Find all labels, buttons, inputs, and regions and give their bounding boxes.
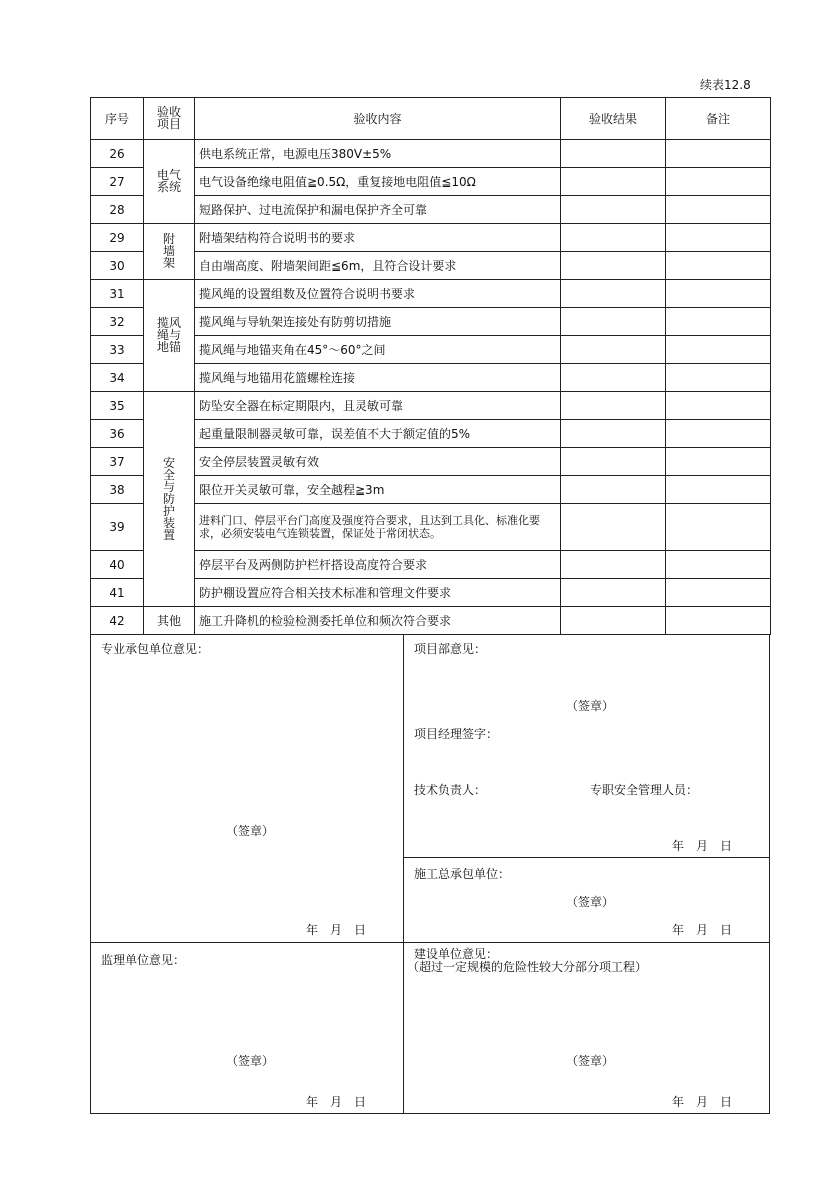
- row-no: 32: [91, 308, 144, 336]
- group-electric: 电气系统: [144, 140, 195, 224]
- group-safety: 安全与防护装置: [144, 392, 195, 607]
- row-no: 28: [91, 196, 144, 224]
- row-no: 39: [91, 504, 144, 551]
- note-cell[interactable]: [666, 476, 771, 504]
- note-cell[interactable]: [666, 579, 771, 607]
- continued-table-label: 续表12.8: [700, 78, 751, 92]
- row-content: 安全停层装置灵敏有效: [195, 448, 561, 476]
- group-wind: 揽风绳与地锚: [144, 280, 195, 392]
- safety-officer-label: 专职安全管理人员：: [590, 783, 699, 797]
- header-no: 序号: [91, 98, 144, 140]
- signoff-border-bottom: [90, 1113, 770, 1114]
- supervisor-stamp: （签章）: [226, 1054, 275, 1068]
- supervisor-date: 年 月 日: [306, 1095, 367, 1109]
- row-content: 短路保护、过电流保护和漏电保护齐全可靠: [195, 196, 561, 224]
- table-row: [91, 607, 771, 635]
- note-cell[interactable]: [666, 196, 771, 224]
- row-content: 起重量限制器灵敏可靠，误差值不大于额定值的5%: [195, 420, 561, 448]
- note-cell[interactable]: [666, 551, 771, 579]
- note-cell[interactable]: [666, 140, 771, 168]
- result-cell[interactable]: [561, 140, 666, 168]
- header-content: 验收内容: [195, 98, 561, 140]
- note-cell[interactable]: [666, 280, 771, 308]
- note-cell[interactable]: [666, 392, 771, 420]
- signoff-mid-line: [90, 942, 770, 943]
- note-cell[interactable]: [666, 504, 771, 551]
- result-cell[interactable]: [561, 168, 666, 196]
- owner-stamp: （签章）: [566, 1054, 615, 1068]
- owner-opinion-label: 建设单位意见：: [414, 947, 499, 961]
- note-cell[interactable]: [666, 336, 771, 364]
- row-no: 30: [91, 252, 144, 280]
- row-content: 进料门口、停层平台门高度及强度符合要求，且达到工具化、标准化要求，必须安装电气连锁装置，保证处于常闭状态。: [195, 504, 561, 551]
- note-cell[interactable]: [666, 420, 771, 448]
- result-cell[interactable]: [561, 392, 666, 420]
- acceptance-table: [90, 97, 771, 635]
- note-cell[interactable]: [666, 607, 771, 635]
- table-row: [91, 392, 771, 420]
- signoff-divider: [403, 634, 404, 1114]
- project-dept-stamp: （签章）: [566, 699, 615, 713]
- project-dept-opinion-label: 项目部意见：: [414, 642, 487, 656]
- header-row: [91, 98, 771, 140]
- tech-lead-label: 技术负责人：: [414, 783, 487, 797]
- note-cell[interactable]: [666, 224, 771, 252]
- row-content: 限位开关灵敏可靠，安全越程≧3m: [195, 476, 561, 504]
- row-no: 38: [91, 476, 144, 504]
- row-content: 揽风绳与导轨架连接处有防剪切措施: [195, 308, 561, 336]
- row-no: 26: [91, 140, 144, 168]
- general-contractor-stamp: （签章）: [566, 895, 615, 909]
- row-no: 41: [91, 579, 144, 607]
- row-content: 停层平台及两侧防护栏杆搭设高度符合要求: [195, 551, 561, 579]
- row-no: 35: [91, 392, 144, 420]
- subcontractor-date: 年 月 日: [306, 923, 367, 937]
- general-contractor-date: 年 月 日: [672, 923, 733, 937]
- row-content: 揽风绳与地锚夹角在45°～60°之间: [195, 336, 561, 364]
- header-item: 验收项目: [144, 98, 195, 140]
- result-cell[interactable]: [561, 280, 666, 308]
- row-no: 36: [91, 420, 144, 448]
- header-note: 备注: [666, 98, 771, 140]
- result-cell[interactable]: [561, 551, 666, 579]
- signoff-border-left: [90, 634, 91, 1114]
- group-wall: 附墙架: [144, 224, 195, 280]
- row-content: 供电系统正常，电源电压380V±5%: [195, 140, 561, 168]
- subcontractor-opinion-label: 专业承包单位意见：: [101, 642, 210, 656]
- table-row: [91, 280, 771, 308]
- result-cell[interactable]: [561, 364, 666, 392]
- row-content: 揽风绳与地锚用花篮螺栓连接: [195, 364, 561, 392]
- owner-date: 年 月 日: [672, 1095, 733, 1109]
- subcontractor-stamp: （签章）: [226, 824, 275, 838]
- row-content: 电气设备绝缘电阻值≧0.5Ω，重复接地电阻值≦10Ω: [195, 168, 561, 196]
- row-no: 34: [91, 364, 144, 392]
- result-cell[interactable]: [561, 607, 666, 635]
- owner-opinion-note: （超过一定规模的危险性较大分部分项工程）: [407, 960, 648, 974]
- general-contractor-label: 施工总承包单位：: [414, 867, 511, 881]
- result-cell[interactable]: [561, 336, 666, 364]
- row-content: 附墙架结构符合说明书的要求: [195, 224, 561, 252]
- signoff-border-right: [769, 634, 770, 1114]
- table-row: [91, 140, 771, 168]
- supervisor-opinion-label: 监理单位意见：: [101, 953, 186, 967]
- row-no: 29: [91, 224, 144, 252]
- row-no: 27: [91, 168, 144, 196]
- result-cell[interactable]: [561, 252, 666, 280]
- group-other: 其他: [144, 607, 195, 635]
- table-row: [91, 224, 771, 252]
- row-no: 37: [91, 448, 144, 476]
- row-content: 自由端高度、附墙架间距≦6m，且符合设计要求: [195, 252, 561, 280]
- row-no: 40: [91, 551, 144, 579]
- row-no: 33: [91, 336, 144, 364]
- note-cell[interactable]: [666, 364, 771, 392]
- row-content: 防坠安全器在标定期限内，且灵敏可靠: [195, 392, 561, 420]
- row-content: 揽风绳的设置组数及位置符合说明书要求: [195, 280, 561, 308]
- result-cell[interactable]: [561, 476, 666, 504]
- result-cell[interactable]: [561, 224, 666, 252]
- result-cell[interactable]: [561, 196, 666, 224]
- note-cell[interactable]: [666, 252, 771, 280]
- note-cell[interactable]: [666, 448, 771, 476]
- result-cell[interactable]: [561, 504, 666, 551]
- pm-signature-label: 项目经理签字：: [414, 727, 499, 741]
- row-no: 42: [91, 607, 144, 635]
- header-result: 验收结果: [561, 98, 666, 140]
- note-cell[interactable]: [666, 168, 771, 196]
- result-cell[interactable]: [561, 448, 666, 476]
- result-cell[interactable]: [561, 579, 666, 607]
- result-cell[interactable]: [561, 308, 666, 336]
- row-content: 施工升降机的检验检测委托单位和频次符合要求: [195, 607, 561, 635]
- result-cell[interactable]: [561, 420, 666, 448]
- project-dept-date: 年 月 日: [672, 839, 733, 853]
- row-no: 31: [91, 280, 144, 308]
- row-content: 防护棚设置应符合相关技术标准和管理文件要求: [195, 579, 561, 607]
- signoff-right-line: [403, 857, 770, 858]
- note-cell[interactable]: [666, 308, 771, 336]
